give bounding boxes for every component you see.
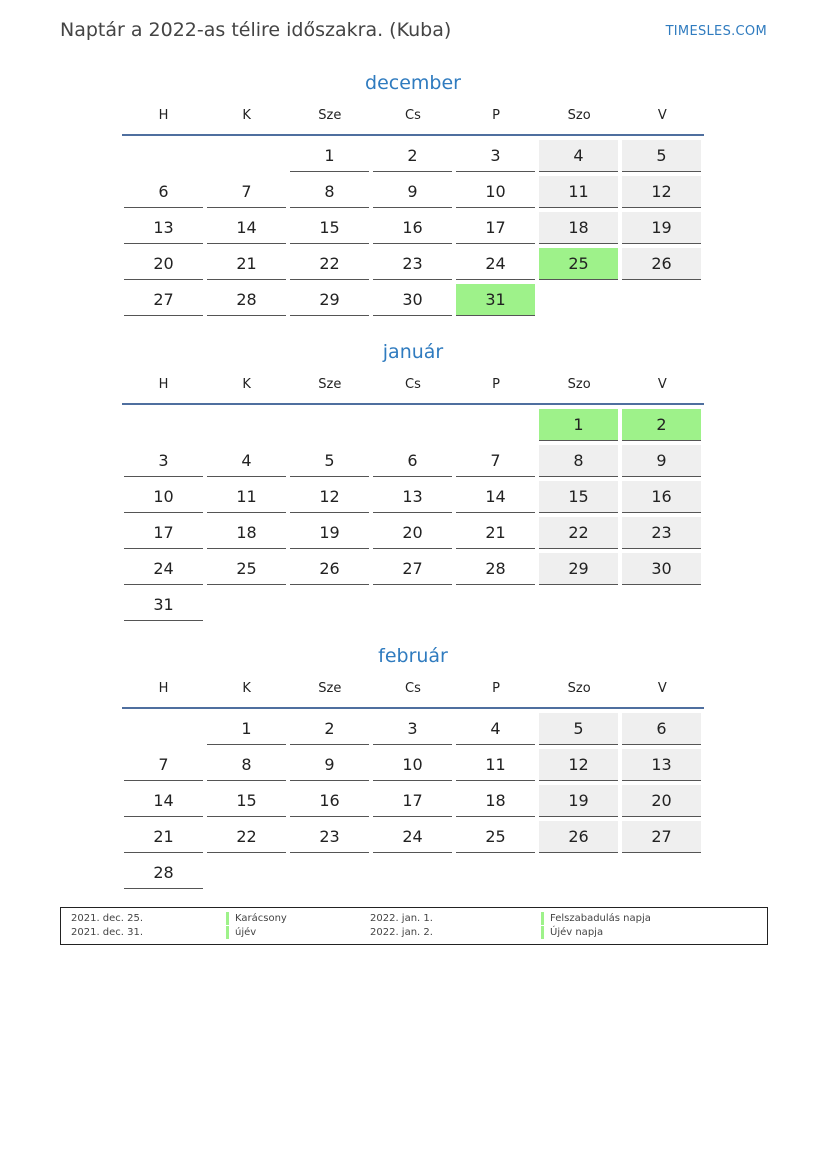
day-cell: 11 bbox=[456, 749, 535, 781]
weekday-label: Szo bbox=[567, 377, 591, 392]
weekday-label: H bbox=[158, 377, 169, 392]
empty-cell bbox=[290, 409, 369, 440]
empty-cell bbox=[539, 589, 618, 620]
day-cell: 4 bbox=[207, 445, 286, 477]
day-cell: 27 bbox=[373, 553, 452, 585]
week-row bbox=[122, 445, 704, 481]
day-cell: 3 bbox=[456, 140, 535, 172]
day-cell: 11 bbox=[539, 176, 618, 208]
day-cell: 19 bbox=[539, 785, 618, 817]
legend-holiday-name: Karácsony bbox=[226, 912, 287, 925]
day-cell: 20 bbox=[622, 785, 701, 817]
day-grid bbox=[122, 140, 704, 320]
day-cell: 3 bbox=[124, 445, 203, 477]
day-cell: 31 bbox=[456, 284, 535, 316]
weekday-label: Cs bbox=[405, 681, 421, 696]
empty-cell bbox=[207, 140, 286, 171]
day-cell: 21 bbox=[207, 248, 286, 280]
weekday-label: K bbox=[242, 377, 251, 392]
day-cell: 5 bbox=[622, 140, 701, 172]
day-cell: 16 bbox=[622, 481, 701, 513]
day-cell: 6 bbox=[124, 176, 203, 208]
week-row bbox=[122, 857, 704, 893]
day-cell: 2 bbox=[373, 140, 452, 172]
day-grid bbox=[122, 713, 704, 893]
day-cell: 18 bbox=[207, 517, 286, 549]
day-cell: 24 bbox=[373, 821, 452, 853]
weekday-header bbox=[122, 679, 704, 709]
week-row bbox=[122, 785, 704, 821]
day-cell: 16 bbox=[290, 785, 369, 817]
day-cell: 19 bbox=[290, 517, 369, 549]
day-cell: 17 bbox=[456, 212, 535, 244]
day-cell: 27 bbox=[622, 821, 701, 853]
empty-cell bbox=[539, 284, 618, 315]
empty-cell bbox=[622, 589, 701, 620]
week-row bbox=[122, 140, 704, 176]
month-name: december bbox=[365, 72, 461, 94]
day-cell: 26 bbox=[290, 553, 369, 585]
day-cell: 2 bbox=[622, 409, 701, 441]
day-cell: 8 bbox=[290, 176, 369, 208]
day-cell: 1 bbox=[207, 713, 286, 745]
day-cell: 2 bbox=[290, 713, 369, 745]
day-cell: 31 bbox=[124, 589, 203, 621]
day-cell: 3 bbox=[373, 713, 452, 745]
day-cell: 12 bbox=[290, 481, 369, 513]
day-cell: 16 bbox=[373, 212, 452, 244]
legend-date: 2022. jan. 2. bbox=[370, 927, 433, 938]
weekday-label: H bbox=[158, 108, 169, 123]
day-cell: 7 bbox=[207, 176, 286, 208]
day-cell: 8 bbox=[539, 445, 618, 477]
day-cell: 12 bbox=[622, 176, 701, 208]
day-cell: 25 bbox=[456, 821, 535, 853]
weekday-label: Szo bbox=[567, 108, 591, 123]
day-cell: 29 bbox=[290, 284, 369, 316]
weekday-label: Szo bbox=[567, 681, 591, 696]
weekday-label: Cs bbox=[405, 377, 421, 392]
legend-holiday-name: újév bbox=[226, 926, 256, 939]
day-cell: 8 bbox=[207, 749, 286, 781]
day-cell: 9 bbox=[373, 176, 452, 208]
day-cell: 25 bbox=[207, 553, 286, 585]
day-cell: 23 bbox=[622, 517, 701, 549]
weekday-label: Sze bbox=[318, 681, 342, 696]
day-cell: 22 bbox=[207, 821, 286, 853]
day-cell: 26 bbox=[622, 248, 701, 280]
week-row bbox=[122, 409, 704, 445]
day-cell: 7 bbox=[124, 749, 203, 781]
day-cell: 18 bbox=[539, 212, 618, 244]
day-cell: 30 bbox=[622, 553, 701, 585]
week-row bbox=[122, 517, 704, 553]
day-cell: 20 bbox=[373, 517, 452, 549]
day-cell: 21 bbox=[124, 821, 203, 853]
legend-date: 2021. dec. 25. bbox=[71, 913, 144, 924]
week-row bbox=[122, 749, 704, 785]
month-calendar bbox=[122, 339, 704, 625]
day-cell: 15 bbox=[539, 481, 618, 513]
day-cell: 13 bbox=[373, 481, 452, 513]
day-cell: 10 bbox=[124, 481, 203, 513]
legend-date: 2022. jan. 1. bbox=[370, 913, 433, 924]
day-cell: 9 bbox=[622, 445, 701, 477]
day-cell: 28 bbox=[207, 284, 286, 316]
day-cell: 5 bbox=[290, 445, 369, 477]
empty-cell bbox=[373, 409, 452, 440]
empty-cell bbox=[539, 857, 618, 888]
weekday-label: V bbox=[657, 377, 667, 392]
day-cell: 20 bbox=[124, 248, 203, 280]
weekday-header bbox=[122, 106, 704, 136]
day-cell: 30 bbox=[373, 284, 452, 316]
day-cell: 15 bbox=[207, 785, 286, 817]
month-calendar bbox=[122, 643, 704, 893]
weekday-label: Sze bbox=[318, 108, 342, 123]
empty-cell bbox=[373, 589, 452, 620]
day-cell: 26 bbox=[539, 821, 618, 853]
day-cell: 9 bbox=[290, 749, 369, 781]
legend-holiday-name: Újév napja bbox=[541, 926, 603, 939]
empty-cell bbox=[456, 857, 535, 888]
empty-cell bbox=[290, 857, 369, 888]
weekday-label: K bbox=[242, 108, 251, 123]
week-row bbox=[122, 553, 704, 589]
week-row bbox=[122, 481, 704, 517]
day-cell: 1 bbox=[539, 409, 618, 441]
empty-cell bbox=[207, 857, 286, 888]
site-link[interactable]: TIMESLES.COM bbox=[665, 24, 767, 39]
day-cell: 24 bbox=[124, 553, 203, 585]
day-cell: 14 bbox=[124, 785, 203, 817]
week-row bbox=[122, 176, 704, 212]
day-grid bbox=[122, 409, 704, 625]
day-cell: 22 bbox=[539, 517, 618, 549]
empty-cell bbox=[456, 409, 535, 440]
empty-cell bbox=[207, 589, 286, 620]
week-row bbox=[122, 284, 704, 320]
day-cell: 22 bbox=[290, 248, 369, 280]
legend-date: 2021. dec. 31. bbox=[71, 927, 144, 938]
week-row bbox=[122, 713, 704, 749]
empty-cell bbox=[124, 409, 203, 440]
month-name: február bbox=[378, 645, 448, 667]
day-cell: 23 bbox=[373, 248, 452, 280]
day-cell: 4 bbox=[456, 713, 535, 745]
day-cell: 25 bbox=[539, 248, 618, 280]
day-cell: 14 bbox=[207, 212, 286, 244]
day-cell: 6 bbox=[622, 713, 701, 745]
weekday-label: V bbox=[657, 681, 667, 696]
day-cell: 10 bbox=[456, 176, 535, 208]
day-cell: 21 bbox=[456, 517, 535, 549]
empty-cell bbox=[124, 140, 203, 171]
weekday-label: Sze bbox=[318, 377, 342, 392]
legend-row bbox=[61, 926, 767, 939]
week-row bbox=[122, 248, 704, 284]
week-row bbox=[122, 212, 704, 248]
weekday-label: K bbox=[242, 681, 251, 696]
day-cell: 13 bbox=[124, 212, 203, 244]
weekday-label: P bbox=[492, 377, 500, 392]
legend-holiday-name: Felszabadulás napja bbox=[541, 912, 651, 925]
weekday-header bbox=[122, 375, 704, 405]
day-cell: 18 bbox=[456, 785, 535, 817]
empty-cell bbox=[207, 409, 286, 440]
day-cell: 28 bbox=[124, 857, 203, 889]
day-cell: 24 bbox=[456, 248, 535, 280]
day-cell: 12 bbox=[539, 749, 618, 781]
week-row bbox=[122, 589, 704, 625]
empty-cell bbox=[622, 857, 701, 888]
week-row bbox=[122, 821, 704, 857]
day-cell: 17 bbox=[124, 517, 203, 549]
month-calendar bbox=[122, 70, 704, 320]
empty-cell bbox=[124, 713, 203, 744]
day-cell: 17 bbox=[373, 785, 452, 817]
weekday-label: H bbox=[158, 681, 169, 696]
day-cell: 29 bbox=[539, 553, 618, 585]
day-cell: 15 bbox=[290, 212, 369, 244]
holiday-legend bbox=[60, 907, 768, 945]
empty-cell bbox=[456, 589, 535, 620]
day-cell: 7 bbox=[456, 445, 535, 477]
weekday-label: P bbox=[492, 681, 500, 696]
day-cell: 27 bbox=[124, 284, 203, 316]
empty-cell bbox=[622, 284, 701, 315]
day-cell: 19 bbox=[622, 212, 701, 244]
month-name: január bbox=[382, 341, 444, 363]
weekday-label: P bbox=[492, 108, 500, 123]
day-cell: 6 bbox=[373, 445, 452, 477]
day-cell: 1 bbox=[290, 140, 369, 172]
day-cell: 5 bbox=[539, 713, 618, 745]
day-cell: 10 bbox=[373, 749, 452, 781]
page-title: Naptár a 2022-as télire időszakra. (Kuba) bbox=[60, 19, 452, 41]
legend-row bbox=[61, 912, 767, 925]
day-cell: 14 bbox=[456, 481, 535, 513]
day-cell: 11 bbox=[207, 481, 286, 513]
weekday-label: Cs bbox=[405, 108, 421, 123]
day-cell: 4 bbox=[539, 140, 618, 172]
day-cell: 13 bbox=[622, 749, 701, 781]
weekday-label: V bbox=[657, 108, 667, 123]
empty-cell bbox=[290, 589, 369, 620]
empty-cell bbox=[373, 857, 452, 888]
day-cell: 28 bbox=[456, 553, 535, 585]
day-cell: 23 bbox=[290, 821, 369, 853]
